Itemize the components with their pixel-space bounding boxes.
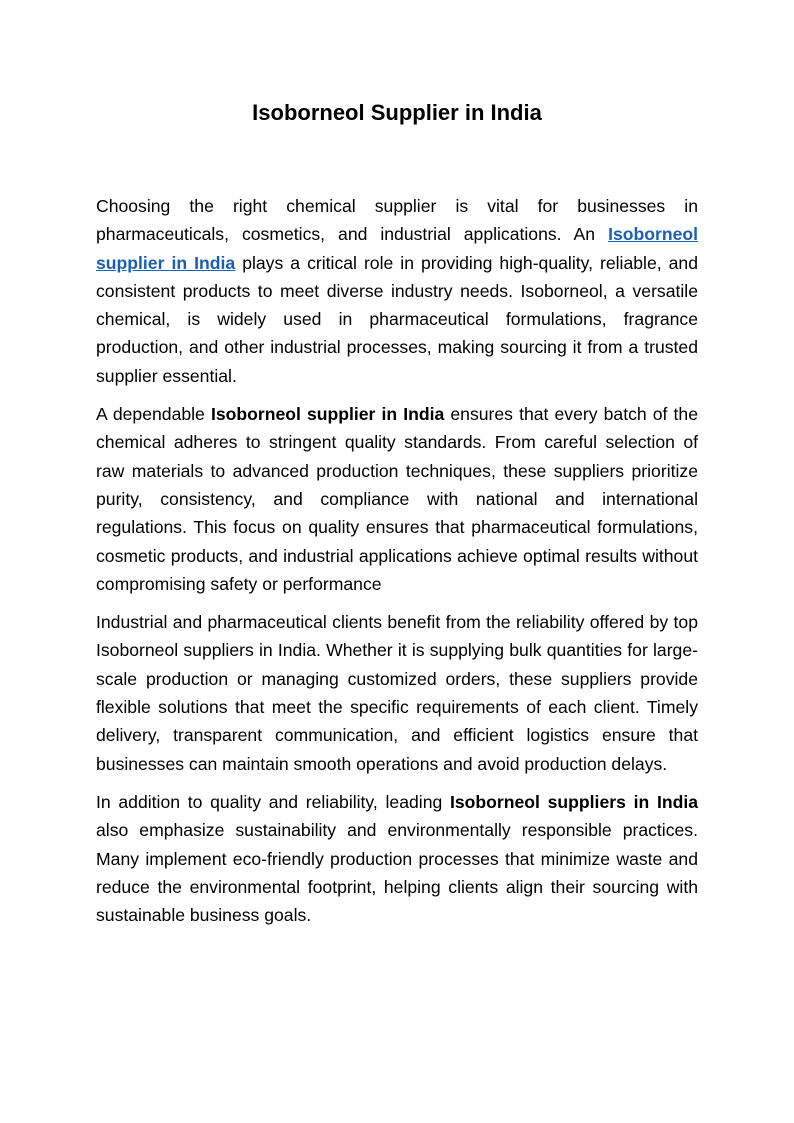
isoborneol-supplier-link[interactable]: Isoborneol supplier in India — [96, 224, 698, 273]
bold-keyword: Isoborneol suppliers in India — [450, 791, 698, 812]
document-body — [96, 192, 698, 939]
paragraph-text: ensures that every batch of the chemical adheres to stringent quality standards. From careful selection of raw materials to advanced production techniques, these suppliers prioritize purity, consistency, and compliance with national and international regulations. This focus on quality ensures that pharmaceutical formulations, cosmetic products, and industrial applications achieve optimal results without compromising safety or performance — [96, 404, 698, 594]
paragraph-text: plays a critical role in providing high-quality, reliable, and consistent products to meet diverse industry needs. Isoborneol, a versatile chemical, is widely used in pharmaceutical formulations, fragrance production, and other industrial processes, making sourcing it from a trusted supplier essential. — [96, 252, 698, 386]
paragraph-text: A dependable — [96, 404, 211, 425]
paragraph-quality — [96, 400, 698, 598]
paragraph-intro — [96, 192, 698, 390]
paragraph-reliability — [96, 608, 698, 778]
paragraph-text: also emphasize sustainability and environmentally responsible practices. Many implement eco-friendly production processes that minimize waste and reduce the environmental footprint, helping clients align their sourcing with sustainable business goals. — [96, 820, 698, 926]
bold-keyword: Isoborneol supplier in India — [210, 404, 445, 425]
paragraph-text: Choosing the right chemical supplier is vital for businesses in pharmaceuticals, cosmetics, and industrial applications. An — [96, 196, 698, 245]
paragraph-sustainability — [96, 788, 698, 929]
page-title: Isoborneol Supplier in India — [252, 100, 542, 125]
paragraph-text: Industrial and pharmaceutical clients benefit from the reliability offered by top Isoborneol suppliers in India. Whether it is supplying bulk quantities for large-scale production or managing customized orders, these suppliers provide flexible solutions that meet the specific requirements of each client. Timely delivery, transparent communication, and efficient logistics ensure that businesses can maintain smooth operations and avoid production delays. — [96, 612, 698, 774]
paragraph-text: In addition to quality and reliability, leading — [96, 791, 450, 812]
